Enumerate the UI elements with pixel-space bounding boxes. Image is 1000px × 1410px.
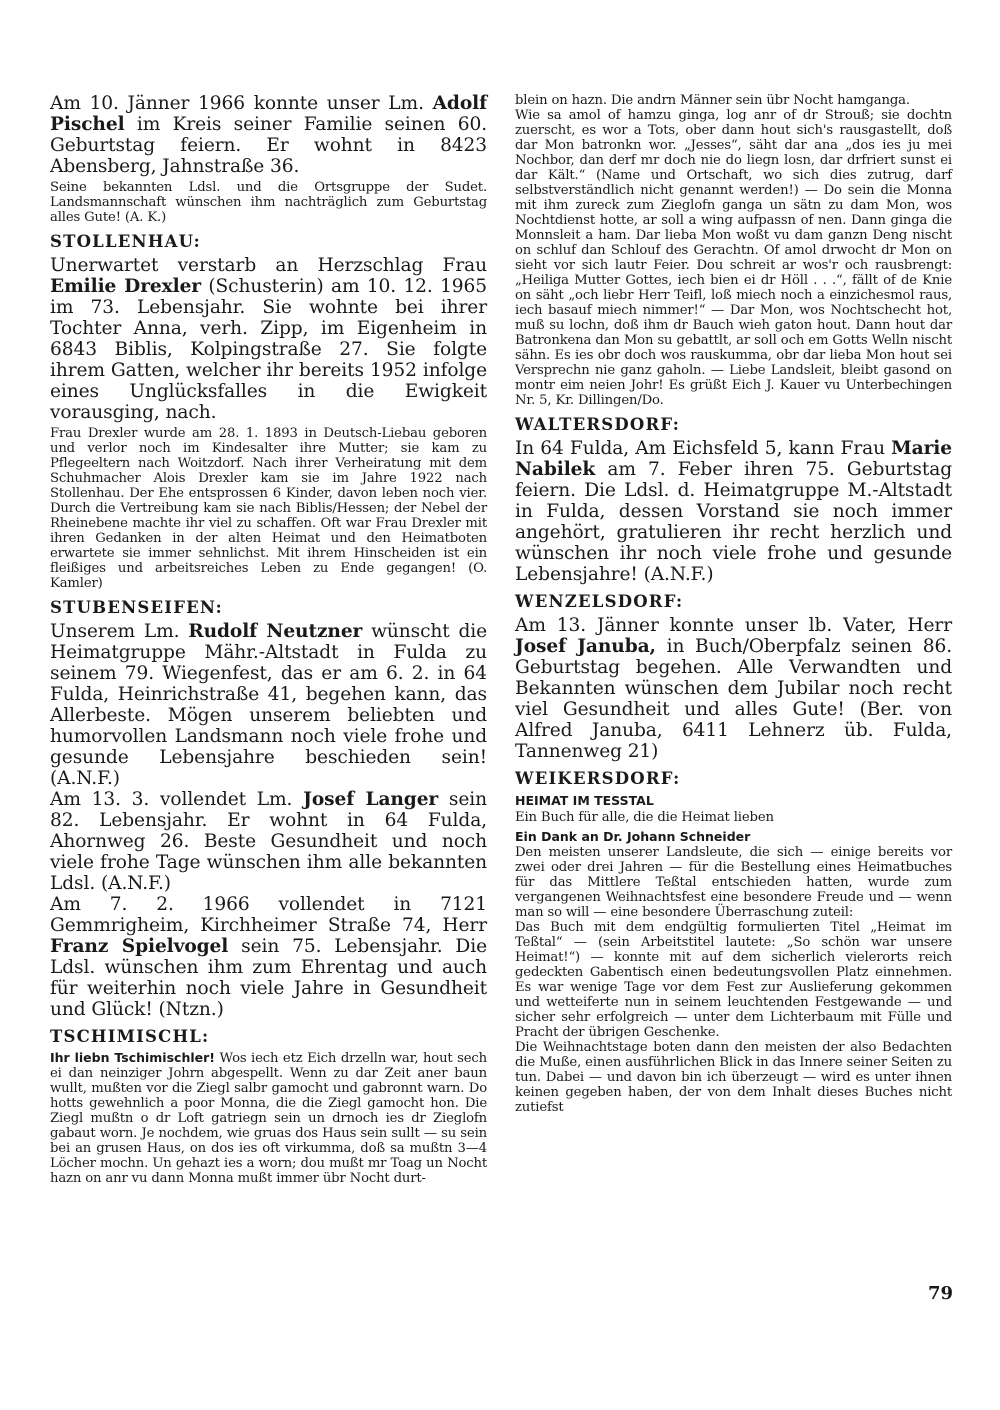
text: (Schusterin) am 10. 12. 1965 im 73. Lebensjahr. Sie wohnte bei ihrer Tochter Anna, verh. Zipp, im Eigenheim in 6843 Biblis, Kolpingstraße 27. Sie folgte ihrem Gatten, welcher ihr bereits 1952 infolge eines Unglücksfalles in die Ewigkeit vorausging, nach. [50,276,487,423]
article-pischel [50,93,487,177]
article-nabilek [515,438,952,585]
text: In 64 Fulda, Am Eichsfeld 5, kann Frau [515,438,892,459]
subheading-dank: Ein Dank an Dr. Johann Schneider [515,829,751,844]
tagline: Ein Buch für alle, die die Heimat lieben [515,810,774,825]
text: am 7. Feber ihren 75. Geburtstag feiern. Die Ldsl. d. Heimatgruppe M.-Altstadt in Fulda, dessen Vorstand sie noch immer angehört, gratulieren ihr recht herzlich und wünschen ihr noch viele frohe und gesunde Lebensjahre! (A.N.F.) [515,459,952,585]
person-name: Josef Januba, [515,636,656,657]
article-spielvogel [50,894,487,1020]
text: Unerwartet verstarb an Herzschlag Frau [50,255,487,276]
heading-waltersdorf: WALTERSDORF: [515,415,681,434]
heading-tschimischl: TSCHIMISCHL: [50,1027,210,1046]
article-januba [515,615,952,762]
heading-wenzelsdorf: WENZELSDORF: [515,592,684,611]
article-tschimischl-continued-2: Wie sa amol of hamzu ginga, log anr of dr Strouß; sie dochtn zuerscht, es wor a Tots, ober dann hout sich's rausgastellt, doß dar Mon batronkn wor. „Jesses“, säht dar ana „dos ies ju mei Nochbor, dan derf mr doch nie do liegn losn, dar drfriert sunst ei dar Kält.“ (Name und Ortschaft, wo sich dies zutrug, darf selbstverständlich nicht genannt werden!) — Do sein die Monna mit ihm zureck zum Zieglofn ganga un sätn zu dam Mon, wos Nochtdienst hotte, ar soll a wing aufpassn of nen. Dann ginga die Monnsleit a ham. Dar lieba Mon woßt vu dam ganzn Deng nischt on schluf dan Schlouf des Gerachtn. Of amol drwocht dr Mon on sieht vor sich lautr Feier. Dou schreit ar wos'r och rausbrengt: „Heiliga Mutter Gottes, iech bien ei dr Höll . . .“, fällt of de Knie on säht „och liebr Herr Teifl, loß miech noch a einzichesmol raus, iech basauf miech nimmer!“ — Dar Mon, wos Nochtschecht hot, muß su lochn, doß ihm dr Bauch wieh gaton hout. Dann hout dar Batronkena dan Mon su gebattlt, ar soll och em Gotts Welln nischt sähn. Es ies obr doch wos rauskumma, obr dar lieba Mon hout sei Versprechn nie ganz gaholn. — Liebe Landsleit, bleibt gasond on montr eim neien Johr! Es grüßt Eich J. Kauer vu Unterbechingen Nr. 5, Kr. Dillingen/Do. [515,108,952,408]
person-name: Marie Nabilek [515,438,952,480]
article-neutzner [50,621,487,789]
text: sein 75. Lebensjahr. Die Ldsl. wünschen ihm zum Ehrentag und auch für weiterhin noch viele Jahre in Gesundheit und Glück! (Ntzn.) [50,936,487,1020]
person-name: Rudolf Neutzner [188,621,363,642]
article-pischel-note: Seine bekannten Ldsl. und die Ortsgruppe der Sudet. Landsmannschaft wünschen ihm nachträglich zum Geburtstag alles Gute! (A. K.) [50,180,487,225]
article-tesstal-p2: Das Buch mit dem endgültig formulierten Titel „Heimat im Teßtal“ — (sein Arbeitstitel lautete: „So schön war unsere Heimat!“) — konnte mit auf dem sicherlich vielerorts reich gedeckten Gabentisch einen bedeutungsvollen Platz einnehmen. Es war wenige Tage vor dem Fest zur Auslieferung gekommen und wetteiferte nun in seinem leuchtenden Festgewande — und sicher sehr erfolgreich — unter dem Lichterbaum mit Fülle und Pracht der übrigen Geschenke. [515,920,952,1040]
person-name: Franz Spielvogel [50,936,229,957]
text: sein 82. Lebensjahr. Er wohnt in 64 Fulda, Ahornweg 26. Beste Gesundheit und noch viele frohe Tage wünschen ihm alle bekannten Ldsl. (A.N.F.) [50,789,487,894]
article-drexler [50,255,487,423]
article-tesstal-p3: Die Weihnachtstage boten dann den meisten der also Bedachten die Muße, einen ausführlichen Blick in das Innere seiner Seiten zu tun. Dabei — und davon bin ich überzeugt — wird es unter ihnen keinen gegeben haben, der von dem Inhalt dieses Buches nicht zutiefst [515,1040,952,1115]
heading-stollenhau: STOLLENHAU: [50,232,201,251]
text: im Kreis seiner Familie seinen 60. Geburtstag feiern. Er wohnt in 8423 Abensberg, Jahnstraße 36. [50,114,487,177]
text: Am 13. Jänner konnte unser lb. Vater, Herr [515,615,952,636]
text: in Buch/Oberpfalz seinen 86. Geburtstag begehen. Alle Verwandten und Bekannten wünschen dem Jubilar noch recht viel Gesundheit und alles Gute! (Ber. von Alfred Januba, 6411 Lehnerz üb. Fulda, Tannenweg 21) [515,636,952,762]
article-tschimischl-continued: blein on hazn. Die andrn Männer sein übr Nocht hamganga. [515,93,910,108]
text: Am 13. 3. vollendet Lm. [50,789,304,810]
salutation: Ihr liebn Tschimischler! [50,1050,215,1065]
left-column [50,93,487,1186]
person-name: Adolf Pischel [50,93,487,135]
right-column [515,93,952,1115]
text: Unserem Lm. [50,621,189,642]
page-number: 79 [928,1283,954,1304]
person-name: Emilie Drexler [50,276,202,297]
article-tschimischl [50,1050,487,1186]
text: Wos iech etz Eich drzelln war, hout sech ei dan neinziger Johrn abgespellt. Wenn zu dar Zeit aner baun wullt, mußten vor die Ziegl salbr gamocht und gabronnt warn. Do hotts gewehnlich a poor Monna, die die Ziegl gamocht hon. Die Ziegl mußtn o dr Loft gatriegn sein un drnoch ies dr Zieglofn gabaut worn. Je nochdem, wie gruas dos Haus sein sullt — su sein bei an grusen Haus, on dos ies oft virkumma, doß sa mußtn 3—4 Löcher mochn. Un gehazt ies a worn; dou mußt mr Toag un Nocht hazn on anr vu dann Monna mußt immer übr Nocht durt- [50,1051,487,1186]
subheading-heimat-im-tesstal: HEIMAT IM TESSTAL [515,793,654,808]
person-name: Josef Langer [303,789,439,810]
text: Am 10. Jänner 1966 konnte unser Lm. [50,93,433,114]
heading-stubenseifen: STUBENSEIFEN: [50,598,223,617]
article-drexler-note: Frau Drexler wurde am 28. 1. 1893 in Deutsch-Liebau geboren und verlor noch im Kindesalter ihre Mutter; sie kam zu Pflegeeltern nach Woitzdorf. Nach ihrer Verheiratung mit dem Schuhmacher Alois Drexler kam sie im Jahre 1922 nach Stollenhau. Der Ehe entsprossen 6 Kinder, davon leben noch vier. Durch die Vertreibung kam sie nach Biblis/Hessen; der Nebel der Rheinebene machte ihr viel zu schaffen. Oft war Frau Drexler mit ihren Gedanken in der alten Heimat und den Heimatboten erwartete sie immer sehnlichst. Mit ihrem Hinscheiden ist ein fleißiges und arbeitsreiches Leben zu Ende gegangen! (O. Kamler) [50,426,487,591]
heading-weikersdorf: WEIKERSDORF: [515,769,681,788]
text: wünscht die Heimatgruppe Mähr.-Altstadt in Fulda zu seinem 79. Wiegenfest, das er am 6. 2. in 64 Fulda, Heinrichstraße 41, begehen kann, das Allerbeste. Mögen unserem beliebten und humorvollen Landsmann noch viele frohe und gesunde Lebensjahre beschieden sein! (A.N.F.) [50,621,487,789]
text: Am 7. 2. 1966 vollendet in 7121 Gemmrigheim, Kirchheimer Straße 74, Herr [50,894,487,936]
article-langer [50,789,487,894]
article-tesstal-p1: Den meisten unserer Landsleute, die sich — einige bereits vor zwei oder drei Jahren — für die Bestellung eines Heimatbuches für das Mittlere Teßtal entschieden hatten, wurde zum vergangenen Weihnachtsfest eine besondere Freude und — wenn man so will — eine besondere Überraschung zuteil: [515,845,952,920]
